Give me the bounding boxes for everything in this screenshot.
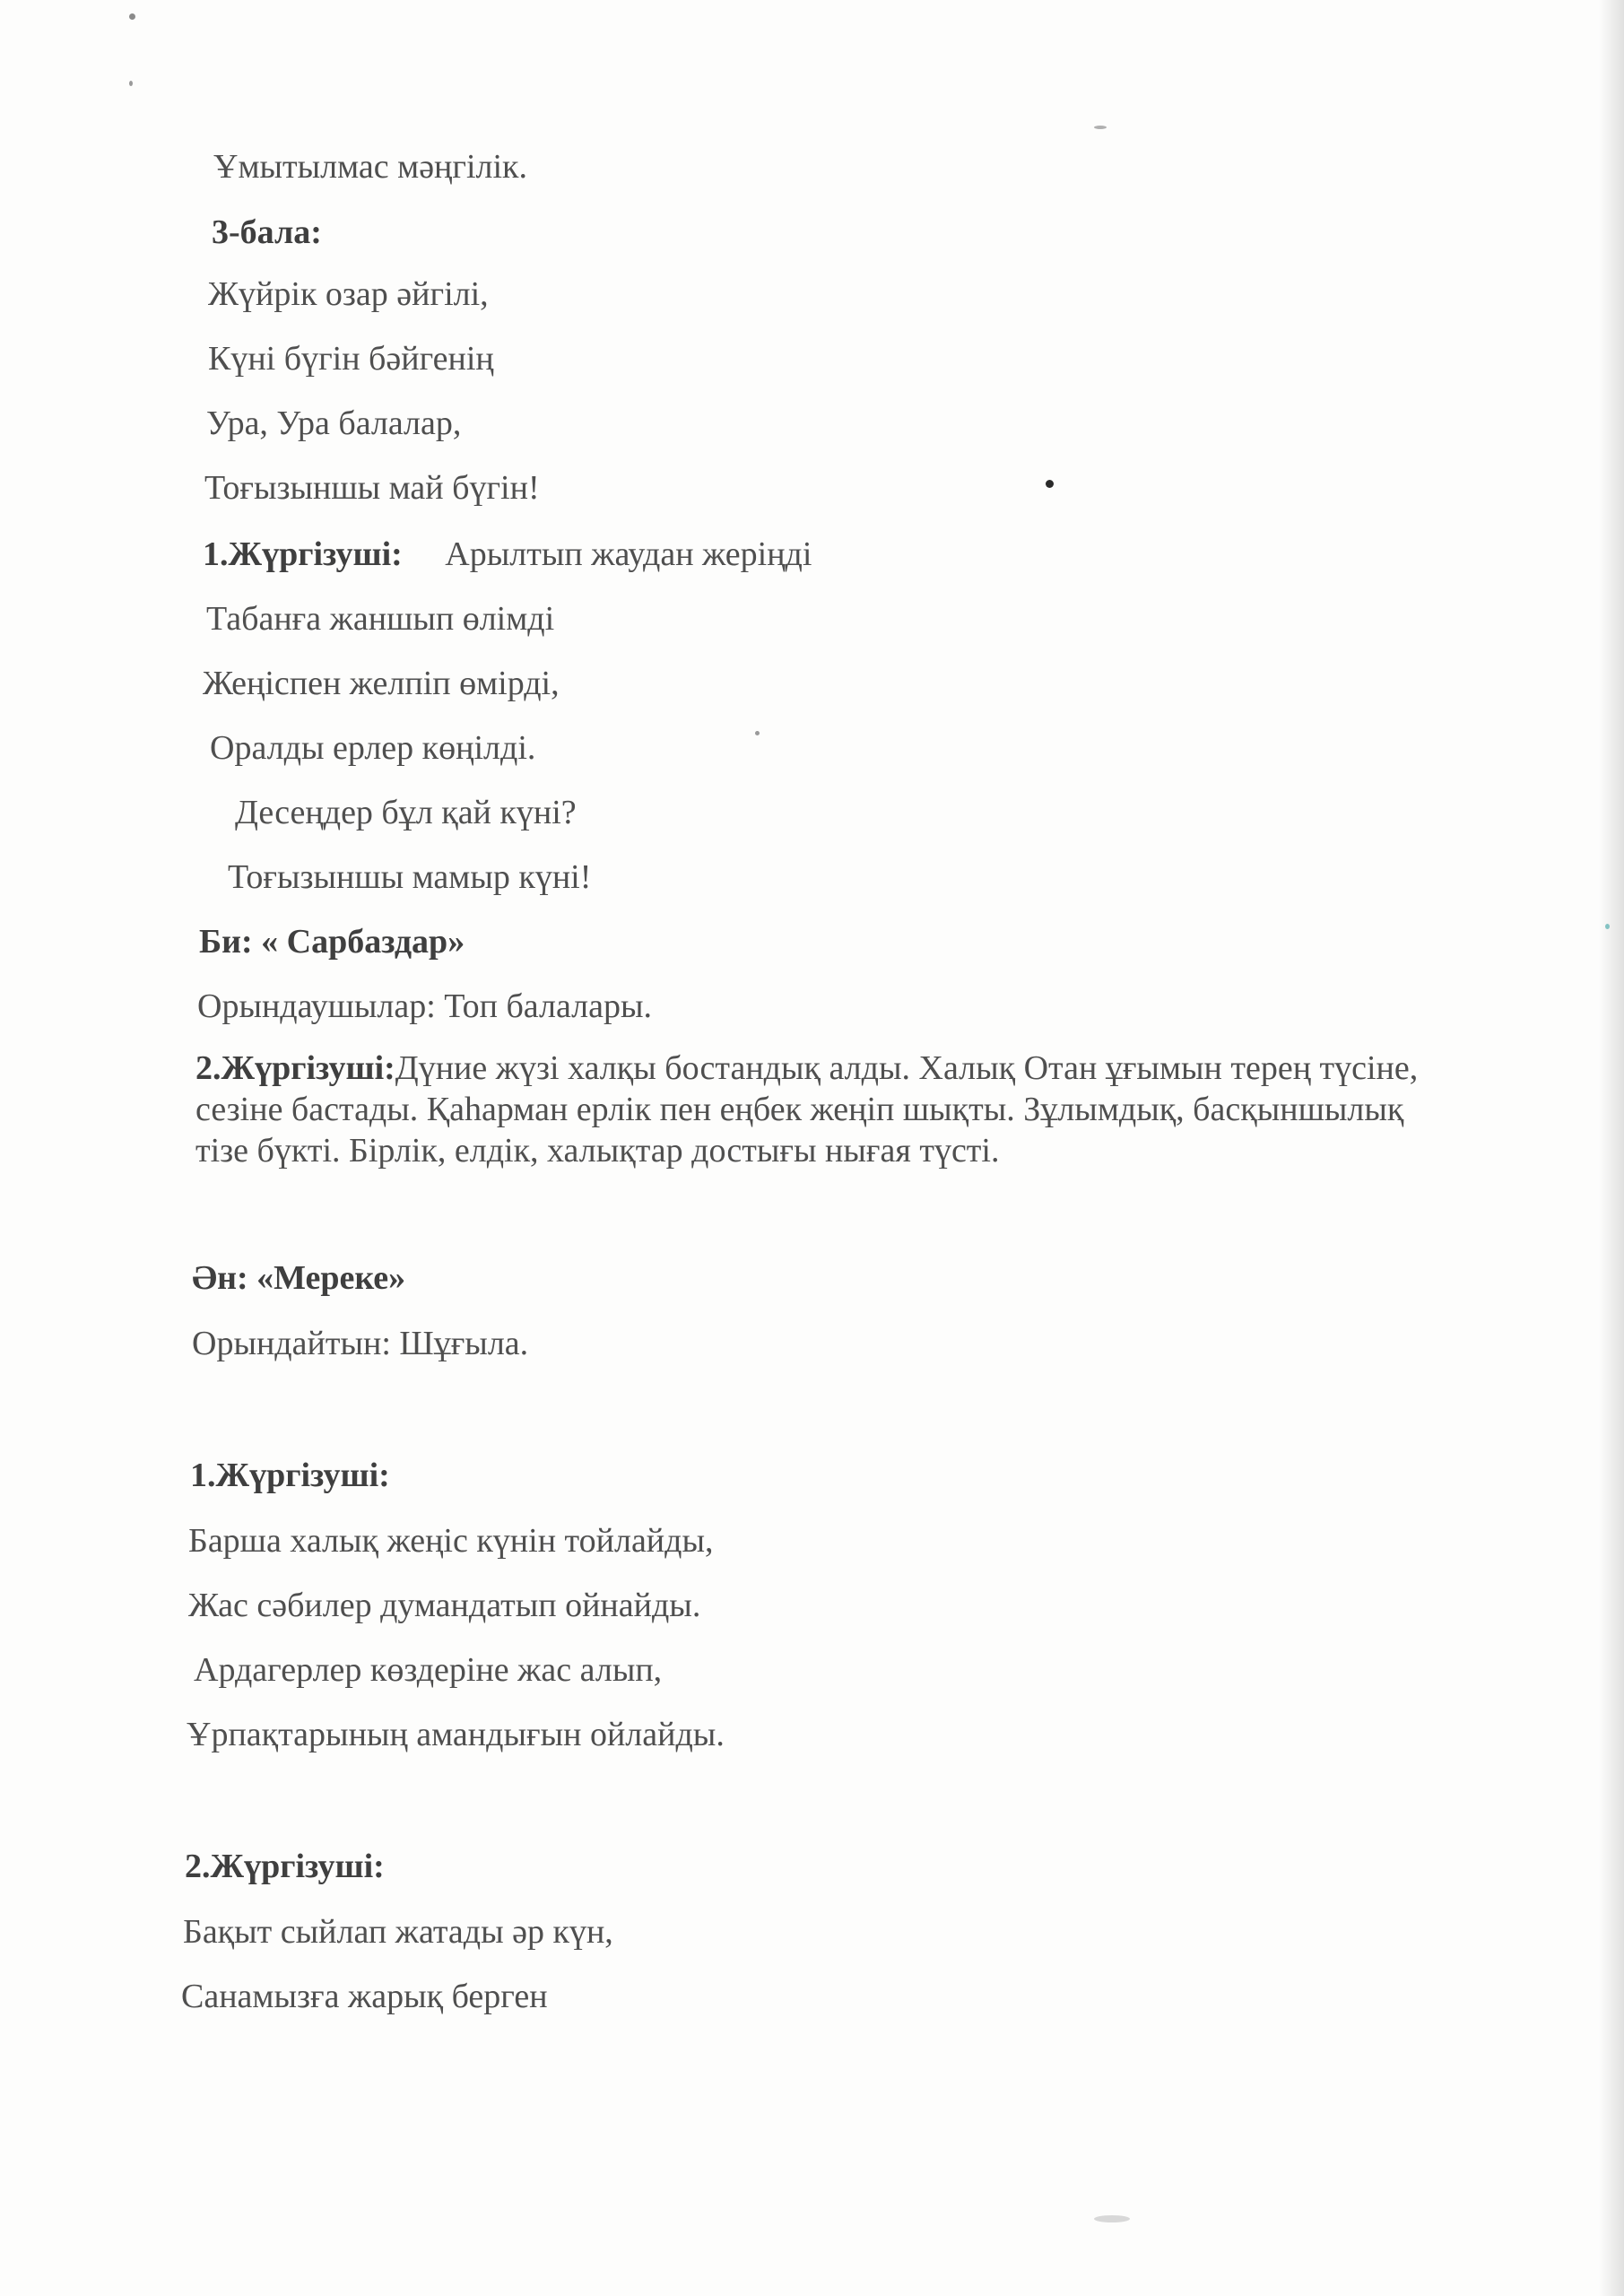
- scan-speck: [129, 13, 135, 20]
- scan-speck: [1094, 126, 1107, 129]
- dance-heading: Би: « Сарбаздар»: [199, 923, 465, 961]
- text-line: Ұмытылмас мәңгілік.: [213, 148, 528, 186]
- text-line: Арылтып жаудан жеріңді: [445, 535, 812, 573]
- text-line: Санамызға жарық берген: [181, 1978, 548, 2015]
- text-line: Десеңдер бұл қай күні?: [235, 794, 577, 831]
- speaker-heading: 1.Жүргізуші:: [203, 535, 403, 573]
- text-line: Ура, Ура балалар,: [206, 404, 462, 442]
- speaker-heading: 2.Жүргізуші:: [185, 1848, 385, 1885]
- text-line: Орындайтын: Шұғыла.: [192, 1325, 529, 1362]
- text-line: Табанға жаншып өлімді: [206, 600, 555, 638]
- song-heading: Ән: «Мереке»: [192, 1259, 406, 1297]
- text-line: Орындаушылар: Топ балалары.: [197, 987, 653, 1025]
- text-line: Ұрпақтарының амандығын ойлайды.: [187, 1716, 725, 1753]
- text-line: Жеңіспен желпіп өмірді,: [203, 665, 560, 702]
- text-line: Оралды ерлер көңілді.: [210, 729, 536, 767]
- scan-speck: [1046, 480, 1054, 488]
- speaker-heading: 3-бала:: [212, 213, 322, 251]
- text-line: Күні бүгін бәйгенің: [208, 340, 494, 378]
- text-line: Жас сәбилер думандатып ойнайды.: [188, 1587, 701, 1624]
- narrator-paragraph: [195, 1048, 1433, 1171]
- text-line: Жүйрік озар әйгілі,: [208, 275, 489, 313]
- text-line: Тоғызыншы мамыр күні!: [228, 858, 592, 896]
- text-line: Ардагерлер көздеріне жас алып,: [194, 1651, 663, 1689]
- speaker-heading: 1.Жүргізуші:: [190, 1457, 390, 1494]
- speaker-line: [203, 534, 812, 575]
- text-line: Барша халық жеңіс күнін тойлайды,: [188, 1522, 714, 1560]
- scan-speck: [755, 731, 760, 735]
- scan-speck: [1094, 2215, 1130, 2222]
- text-line: Тоғызыншы май бүгін!: [204, 469, 540, 507]
- scan-edge-shadow: [1599, 0, 1624, 2296]
- paragraph-text: Дүние жүзі халқы бостандық алды. Халық Отан ұғымын терең түсіне, сезіне бастады. Қаһарман ерлік пен еңбек жеңіп шықты. Зұлымдық, басқыншылық тізе бүкті. Бірлік, елдік, халықтар достығы нығая түсті.: [195, 1049, 1419, 1170]
- speaker-heading: 2.Жүргізуші:: [195, 1049, 395, 1087]
- text-line: Бақыт сыйлап жатады әр күн,: [183, 1913, 613, 1951]
- scan-speck: [129, 81, 133, 86]
